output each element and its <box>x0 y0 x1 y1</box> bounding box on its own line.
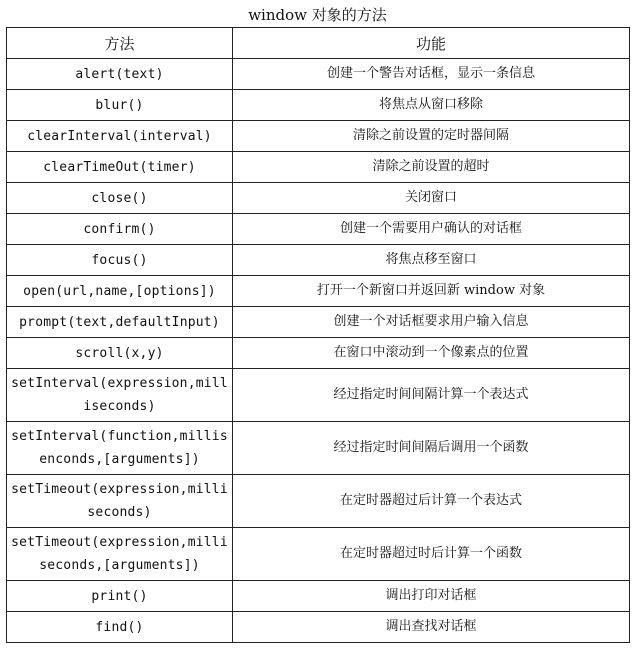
table-row <box>7 422 630 475</box>
column-header-function: 功能 <box>233 28 630 59</box>
function-cell: 打开一个新窗口并返回新 window 对象 <box>233 276 630 307</box>
method-cell: open(url,name,[options]) <box>7 276 233 307</box>
function-cell: 在定时器超过后计算一个表达式 <box>233 475 630 528</box>
table-row <box>7 369 630 422</box>
table-row <box>7 475 630 528</box>
function-cell: 创建一个需要用户确认的对话框 <box>233 214 630 245</box>
function-cell: 将焦点从窗口移除 <box>233 90 630 121</box>
table-row <box>7 183 630 214</box>
method-cell: scroll(x,y) <box>7 338 233 369</box>
column-header-method: 方法 <box>7 28 233 59</box>
function-cell: 经过指定时间间隔计算一个表达式 <box>233 369 630 422</box>
function-cell: 创建一个对话框要求用户输入信息 <box>233 307 630 338</box>
method-cell: setInterval(function,millisenconds,[arguments]) <box>7 422 233 475</box>
function-cell: 清除之前设置的定时器间隔 <box>233 121 630 152</box>
method-cell: print() <box>7 581 233 612</box>
table-caption: window 对象的方法 <box>248 6 387 24</box>
method-cell: setTimeout(expression,milliseconds,[arguments]) <box>7 528 233 581</box>
table-row <box>7 245 630 276</box>
function-cell: 在定时器超过时后计算一个函数 <box>233 528 630 581</box>
method-cell: blur() <box>7 90 233 121</box>
table-header-row <box>7 28 630 59</box>
method-cell: prompt(text,defaultInput) <box>7 307 233 338</box>
method-cell: focus() <box>7 245 233 276</box>
method-cell: close() <box>7 183 233 214</box>
table-row <box>7 581 630 612</box>
table-row <box>7 90 630 121</box>
table-row <box>7 307 630 338</box>
method-cell: setInterval(expression,milliseconds) <box>7 369 233 422</box>
method-cell: confirm() <box>7 214 233 245</box>
function-cell: 将焦点移至窗口 <box>233 245 630 276</box>
table-row <box>7 338 630 369</box>
table-row <box>7 59 630 90</box>
function-cell: 调出打印对话框 <box>233 581 630 612</box>
function-cell: 经过指定时间间隔后调用一个函数 <box>233 422 630 475</box>
method-cell: setTimeout(expression,milliseconds) <box>7 475 233 528</box>
function-cell: 清除之前设置的超时 <box>233 152 630 183</box>
method-cell: clearTimeOut(timer) <box>7 152 233 183</box>
table-row <box>7 528 630 581</box>
table-row <box>7 152 630 183</box>
method-cell: find() <box>7 612 233 643</box>
table-row <box>7 121 630 152</box>
table-row <box>7 214 630 245</box>
table-row <box>7 612 630 643</box>
window-methods-table <box>6 27 630 643</box>
function-cell: 调出查找对话框 <box>233 612 630 643</box>
function-cell: 关闭窗口 <box>233 183 630 214</box>
function-cell: 创建一个警告对话框，显示一条信息 <box>233 59 630 90</box>
method-cell: alert(text) <box>7 59 233 90</box>
function-cell: 在窗口中滚动到一个像素点的位置 <box>233 338 630 369</box>
table-row <box>7 276 630 307</box>
method-cell: clearInterval(interval) <box>7 121 233 152</box>
